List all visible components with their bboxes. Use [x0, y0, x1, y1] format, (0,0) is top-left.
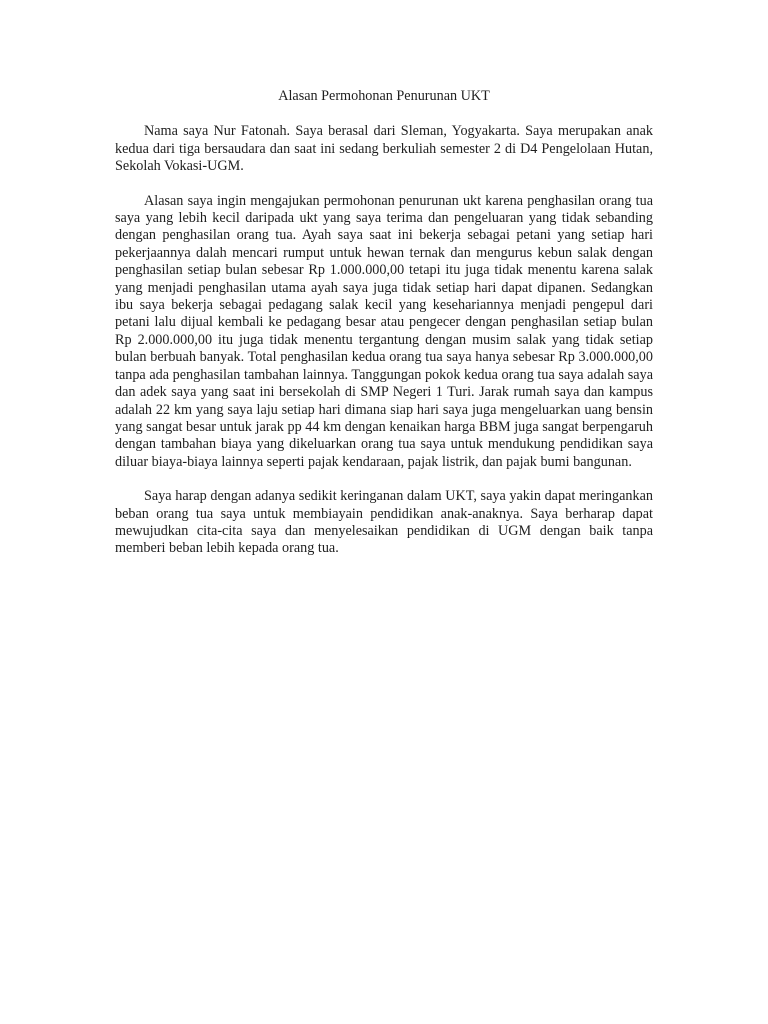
- paragraph-reasons: Alasan saya ingin mengajukan permohonan penurunan ukt karena penghasilan orang tua saya yang lebih kecil daripada ukt yang saya terima dan pengeluaran yang tidak sebanding dengan penghasilan orang tua. Ayah saya saat ini bekerja sebagai petani yang setiap hari pekerjaannya dalah mencari rumput untuk hewan ternak dan mengurus kebun salak dengan penghasilan setiap bulan sebesar Rp 1.000.000,00 tetapi itu juga tidak menentu karena salak yang menjadi penghasilan utama ayah saya juga tidak setiap hari dapat dipanen. Sedangkan ibu saya bekerja sebagai pedagang salak kecil yang kesehariannya menjadi pengepul dari petani lalu dijual kembali ke pedagang besar atau pengecer dengan penghasilan setiap bulan Rp 2.000.000,00 itu juga tidak menentu tergantung dengan musim salak yang tidak setiap bulan berbuah banyak. Total penghasilan kedua orang tua saya hanya sebesar Rp 3.000.000,00 tanpa ada penghasilan tambahan lainnya. Tanggungan pokok kedua orang tua saya adalah saya dan adek saya yang saat ini bersekolah di SMP Negeri 1 Turi. Jarak rumah saya dan kampus adalah 22 km yang saya laju setiap hari dimana siap hari saya juga mengeluarkan uang bensin yang sangat besar untuk jarak pp 44 km dengan kenaikan harga BBM juga sangat berpengaruh dengan tambahan biaya yang dikeluarkan orang tua saya untuk mendukung pendidikan saya diluar biaya-biaya lainnya seperti pajak kendaraan, pajak listrik, dan pajak bumi bangunan.: [115, 192, 653, 470]
- paragraph-closing: Saya harap dengan adanya sedikit keringanan dalam UKT, saya yakin dapat meringankan beban orang tua saya untuk membiayain pendidikan anak-anaknya. Saya berharap dapat mewujudkan cita-cita saya dan menyelesaikan pendidikan di UGM dengan baik tanpa memberi beban lebih kepada orang tua.: [115, 488, 653, 557]
- paragraph-introduction: Nama saya Nur Fatonah. Saya berasal dari Sleman, Yogyakarta. Saya merupakan anak kedua dari tiga bersaudara dan saat ini sedang berkuliah semester 2 di D4 Pengelolaan Hutan, Sekolah Vokasi-UGM.: [115, 123, 653, 175]
- document-body: [115, 88, 653, 575]
- document-title: Alasan Permohonan Penurunan UKT: [278, 88, 490, 104]
